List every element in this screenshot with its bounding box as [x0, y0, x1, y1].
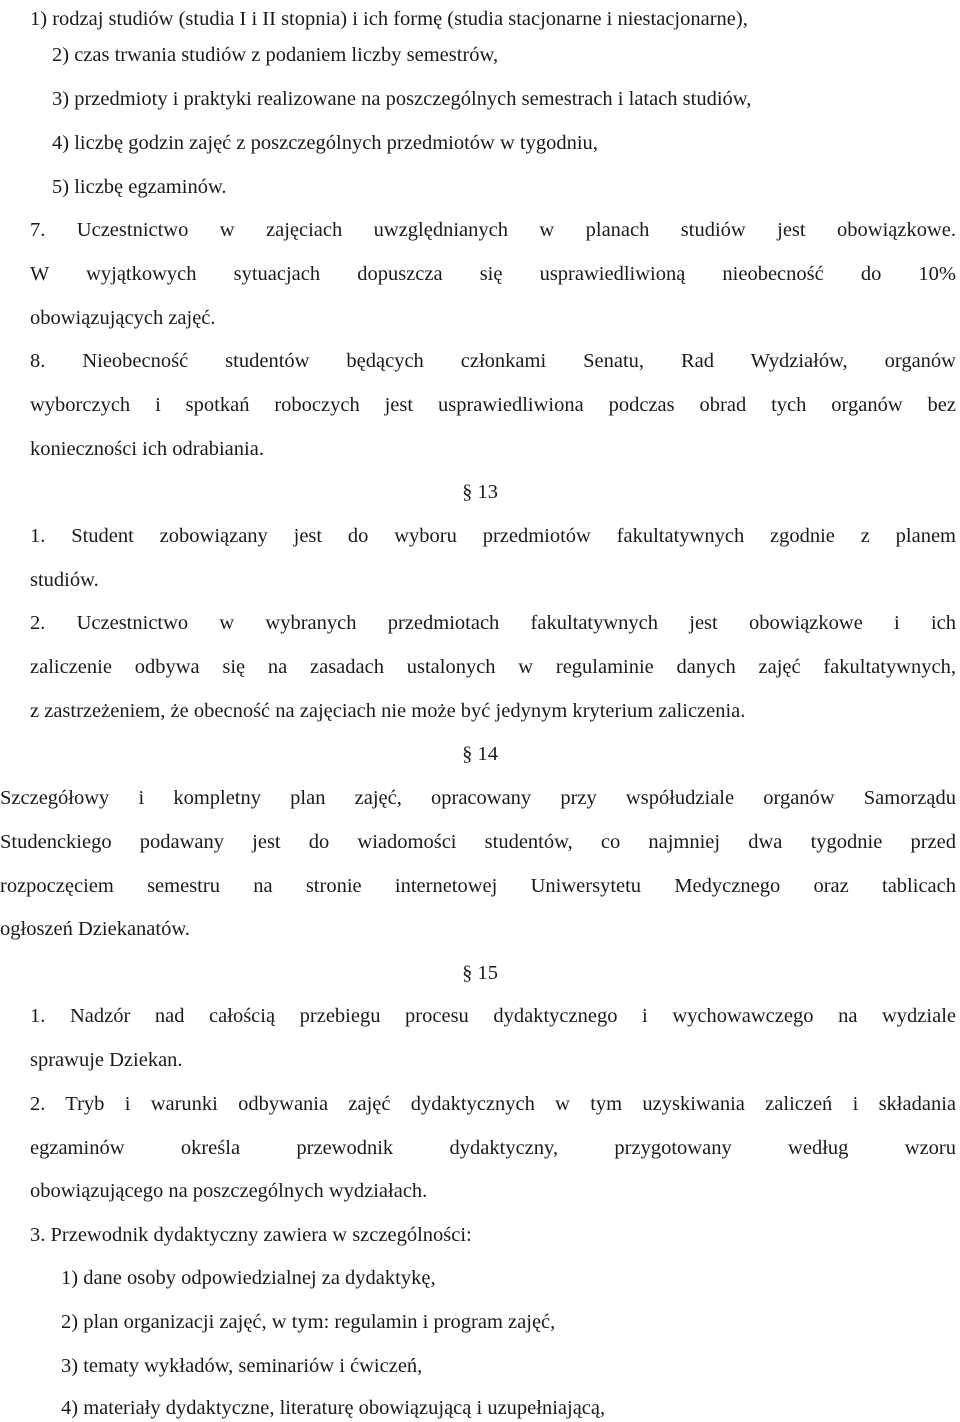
section-heading: § 14 [462, 743, 498, 765]
list-item: 4) materiały dydaktyczne, literaturę obowiązującą i uzupełniającą, [61, 1397, 606, 1419]
paragraph-line: wyborczych i spotkań roboczych jest usprawiedliwiona podczas obrad tych organów bez [30, 394, 956, 416]
list-item: 2) plan organizacji zajęć, w tym: regulamin i program zajęć, [61, 1311, 556, 1333]
list-item: 1) rodzaj studiów (studia I i II stopnia) i ich formę (studia stacjonarne i niestacjonarne), [30, 8, 748, 30]
paragraph-line: Studenckiego podawany jest do wiadomości studentów, co najmniej dwa tygodnie przed [0, 831, 956, 853]
list-item: 1) dane osoby odpowiedzialnej za dydaktykę, [61, 1267, 436, 1289]
paragraph-line: 1. Student zobowiązany jest do wyboru przedmiotów fakultatywnych zgodnie z planem [30, 525, 956, 547]
paragraph-line: obowiązującego na poszczególnych wydziałach. [30, 1180, 428, 1202]
paragraph-line: 3. Przewodnik dydaktyczny zawiera w szczególności: [30, 1224, 472, 1246]
paragraph-line: z zastrzeżeniem, że obecność na zajęciach nie może być jedynym kryterium zaliczenia. [30, 700, 746, 722]
paragraph-line: ogłoszeń Dziekanatów. [0, 918, 190, 940]
paragraph-line: 8. Nieobecność studentów będących członkami Senatu, Rad Wydziałów, organów [30, 350, 956, 372]
paragraph-line: Szczegółowy i kompletny plan zajęć, opracowany przy współudziale organów Samorządu [0, 787, 956, 809]
paragraph-line: konieczności ich odrabiania. [30, 438, 264, 460]
paragraph-line: 7. Uczestnictwo w zajęciach uwzględnianych w planach studiów jest obowiązkowe. [30, 219, 956, 241]
paragraph-line: egzaminów określa przewodnik dydaktyczny, przygotowany według wzoru [30, 1137, 956, 1159]
paragraph-line: rozpoczęciem semestru na stronie internetowej Uniwersytetu Medycznego oraz tablicach [0, 875, 956, 897]
paragraph-line: W wyjątkowych sytuacjach dopuszcza się usprawiedliwioną nieobecność do 10% [30, 263, 956, 285]
paragraph-line: sprawuje Dziekan. [30, 1049, 183, 1071]
paragraph-line: 2. Tryb i warunki odbywania zajęć dydaktycznych w tym uzyskiwania zaliczeń i składania [30, 1093, 956, 1115]
list-item: 2) czas trwania studiów z podaniem liczby semestrów, [52, 44, 499, 66]
list-item: 4) liczbę godzin zajęć z poszczególnych przedmiotów w tygodniu, [52, 132, 598, 154]
paragraph-line: 1. Nadzór nad całością przebiegu procesu dydaktycznego i wychowawczego na wydziale [30, 1005, 956, 1027]
paragraph-line: 2. Uczestnictwo w wybranych przedmiotach fakultatywnych jest obowiązkowe i ich [30, 612, 956, 634]
paragraph-line: obowiązujących zajęć. [30, 307, 216, 329]
section-heading: § 15 [462, 962, 498, 984]
section-heading: § 13 [462, 481, 498, 503]
list-item: 5) liczbę egzaminów. [52, 176, 227, 198]
paragraph-line: studiów. [30, 569, 99, 591]
list-item: 3) przedmioty i praktyki realizowane na poszczególnych semestrach i latach studiów, [52, 88, 752, 110]
list-item: 3) tematy wykładów, seminariów i ćwiczeń, [61, 1355, 423, 1377]
paragraph-line: zaliczenie odbywa się na zasadach ustalonych w regulaminie danych zajęć fakultatywnych, [30, 656, 956, 678]
